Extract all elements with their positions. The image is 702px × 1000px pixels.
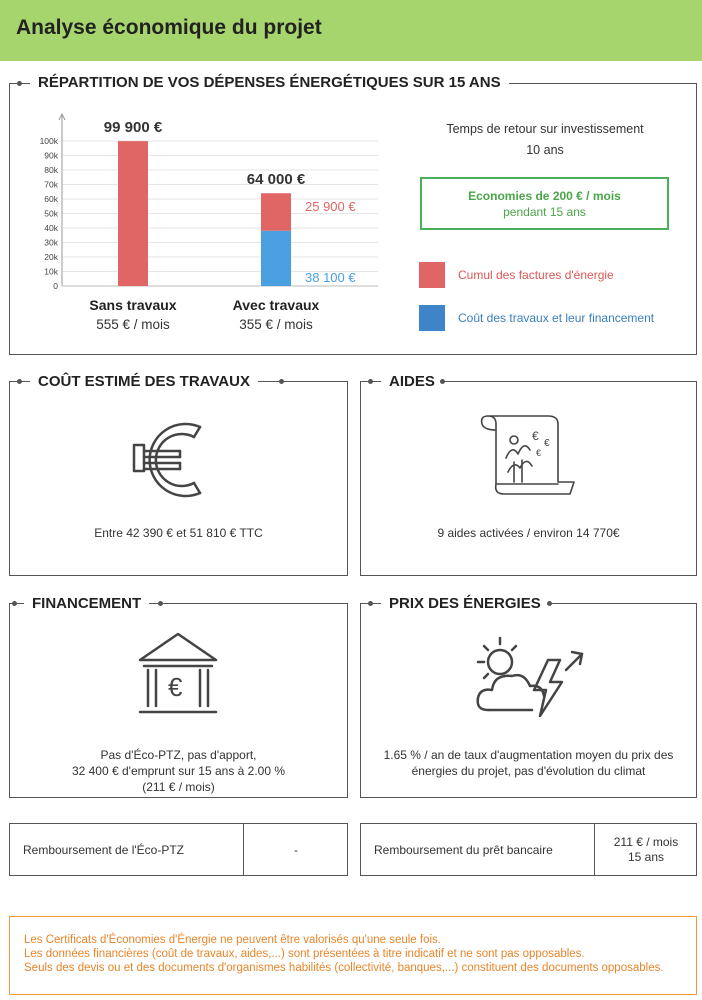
bank-euro-icon bbox=[136, 630, 220, 716]
roi-label: Temps de retour sur investissement bbox=[446, 122, 644, 136]
y-tick-label: 80k bbox=[44, 165, 58, 175]
bar-value-label: 25 900 € bbox=[305, 199, 356, 215]
notice-line2: Les données financières (coût de travaux, aides,...) sont présentées à titre indicatif et ne sont pas opposables. bbox=[24, 948, 585, 960]
savings-line2: pendant 15 ans bbox=[503, 205, 586, 219]
y-tick-label: 30k bbox=[44, 237, 58, 248]
page-header bbox=[0, 0, 702, 61]
bar-segment bbox=[118, 141, 148, 286]
financement-line1: Pas d'Éco-PTZ, pas d'apport, bbox=[100, 748, 257, 762]
legend-swatch-energy bbox=[419, 262, 445, 288]
legend-swatch-works bbox=[419, 305, 445, 331]
page-title: Analyse économique du projet bbox=[16, 16, 322, 39]
pret-table bbox=[360, 823, 697, 876]
savings-line1: Economies de 200 € / mois bbox=[468, 189, 621, 203]
euro-hammer-icon bbox=[128, 415, 218, 505]
svg-text:€: € bbox=[536, 448, 542, 458]
title-dot bbox=[12, 601, 17, 606]
category-sublabel: 355 € / mois bbox=[239, 317, 313, 332]
y-tick-label: 10k bbox=[44, 266, 58, 277]
notice-line1: Les Certificats d'Économies d'Énergie ne peuvent être valorisés qu'une seule fois. bbox=[24, 934, 441, 946]
weather-energy-icon bbox=[470, 634, 590, 720]
svg-text:€: € bbox=[532, 429, 539, 443]
y-tick-label: 40k bbox=[44, 223, 58, 233]
prix-title: PRIX DES ÉNERGIES bbox=[381, 595, 549, 612]
notice-line3: Seuls des devis ou et des documents d'organismes habilités (collectivité, banques,...) constituent des documents opposables. bbox=[24, 962, 664, 974]
title-dot bbox=[158, 601, 163, 606]
bar-total-label: 99 900 € bbox=[103, 119, 163, 137]
bar-total-label: 64 000 € bbox=[246, 171, 306, 189]
aides-title: AIDES bbox=[381, 373, 443, 390]
ecoptz-label: Remboursement de l'Éco-PTZ bbox=[23, 842, 185, 857]
financement-line3: (211 € / mois) bbox=[142, 780, 215, 794]
cout-title: COÛT ESTIMÉ DES TRAVAUX bbox=[30, 373, 258, 390]
roi-value: 10 ans bbox=[526, 143, 564, 157]
expenses-bar-chart bbox=[20, 100, 380, 350]
aides-text: 9 aides activées / environ 14 770€ bbox=[437, 526, 620, 540]
category-label: Sans travaux bbox=[89, 297, 177, 313]
title-dot bbox=[440, 379, 445, 384]
bar-value-label: 38 100 € bbox=[305, 270, 356, 285]
svg-text:€: € bbox=[544, 438, 550, 449]
category-label: Avec travaux bbox=[232, 297, 320, 313]
svg-text:€: € bbox=[168, 672, 183, 702]
category-sublabel: 555 € / mois bbox=[96, 317, 170, 332]
bar-segment bbox=[261, 231, 291, 286]
bar-segment bbox=[261, 193, 291, 231]
financement-title: FINANCEMENT bbox=[24, 595, 149, 612]
scroll-euro-icon bbox=[478, 410, 578, 500]
cout-text: Entre 42 390 € et 51 810 € TTC bbox=[94, 526, 263, 540]
ecoptz-value: - bbox=[294, 842, 298, 857]
y-tick-label: 90k bbox=[44, 150, 58, 161]
title-dot bbox=[547, 601, 552, 606]
ecoptz-table bbox=[9, 823, 348, 876]
y-tick-label: 60k bbox=[44, 194, 58, 204]
prix-line1: 1.65 % / an de taux d'augmentation moyen du prix des bbox=[383, 748, 674, 762]
repartition-title: RÉPARTITION DE VOS DÉPENSES ÉNERGÉTIQUES SUR 15 ANS bbox=[30, 74, 509, 91]
financement-line2: 32 400 € d'emprunt sur 15 ans à 2.00 % bbox=[71, 764, 286, 778]
disclaimer-notice bbox=[9, 916, 697, 995]
pret-value bbox=[595, 824, 697, 875]
pret-value-monthly: 211 € / mois bbox=[613, 834, 679, 849]
prix-line2: énergies du projet, pas d'évolution du climat bbox=[411, 764, 646, 778]
y-tick-label: 70k bbox=[44, 179, 58, 190]
savings-box bbox=[420, 177, 669, 230]
pret-label: Remboursement du prêt bancaire bbox=[374, 842, 553, 857]
legend-label-works: Coût des travaux et leur financement bbox=[458, 311, 655, 325]
y-tick-label: 20k bbox=[44, 252, 58, 262]
y-tick-label: 50k bbox=[44, 208, 58, 219]
title-dot bbox=[279, 379, 284, 384]
legend-label-energy: Cumul des factures d'énergie bbox=[458, 268, 614, 282]
y-tick-label: 100k bbox=[39, 136, 58, 146]
y-tick-label: 0 bbox=[53, 281, 58, 291]
pret-value-duration: 15 ans bbox=[627, 849, 665, 864]
